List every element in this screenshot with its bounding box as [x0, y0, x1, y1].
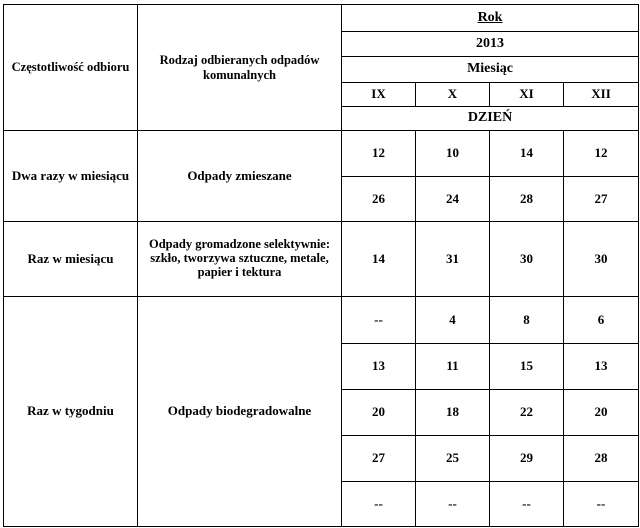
- day-cell: 28: [564, 436, 639, 482]
- day-cell: 25: [416, 436, 490, 482]
- waste-type-cell: Odpady zmieszane: [138, 131, 342, 222]
- waste-type-cell: Odpady gromadzone selektywnie: szkło, tworzywa sztuczne, metale, papier i tektura: [138, 222, 342, 297]
- day-cell: 12: [564, 131, 639, 177]
- day-cell: 13: [342, 344, 416, 390]
- day-cell: 24: [416, 177, 490, 222]
- day-cell: 28: [490, 177, 564, 222]
- frequency-column-header: Częstotliwość odbioru: [4, 5, 138, 131]
- month-header: IX: [342, 83, 416, 107]
- frequency-cell: Raz w miesiącu: [4, 222, 138, 297]
- day-header: DZIEŃ: [342, 107, 639, 131]
- frequency-cell: Dwa razy w miesiącu: [4, 131, 138, 222]
- day-cell: 20: [564, 390, 639, 436]
- rok-header: Rok: [342, 5, 639, 32]
- day-cell: 18: [416, 390, 490, 436]
- table-row: [4, 222, 639, 297]
- day-cell: 29: [490, 436, 564, 482]
- day-cell: 11: [416, 344, 490, 390]
- day-cell: 30: [564, 222, 639, 297]
- waste-collection-schedule-table: [3, 4, 639, 527]
- day-cell: 12: [342, 131, 416, 177]
- day-cell: 30: [490, 222, 564, 297]
- day-cell: 14: [342, 222, 416, 297]
- day-cell: 8: [490, 297, 564, 344]
- year-header: 2013: [342, 32, 639, 57]
- waste-type-cell: Odpady biodegradowalne: [138, 297, 342, 527]
- day-cell: 27: [342, 436, 416, 482]
- day-cell: 27: [564, 177, 639, 222]
- day-cell: 22: [490, 390, 564, 436]
- day-cell: 26: [342, 177, 416, 222]
- month-label-header: Miesiąc: [342, 57, 639, 83]
- day-cell: --: [416, 482, 490, 527]
- frequency-cell: Raz w tygodniu: [4, 297, 138, 527]
- month-header: X: [416, 83, 490, 107]
- day-cell: 4: [416, 297, 490, 344]
- table-row: [4, 131, 639, 177]
- month-header: XI: [490, 83, 564, 107]
- day-cell: 31: [416, 222, 490, 297]
- table-row: [4, 297, 639, 344]
- header-row-rok: [4, 5, 639, 32]
- day-cell: --: [342, 297, 416, 344]
- day-cell: 20: [342, 390, 416, 436]
- day-cell: 10: [416, 131, 490, 177]
- month-header: XII: [564, 83, 639, 107]
- day-cell: --: [564, 482, 639, 527]
- day-cell: --: [490, 482, 564, 527]
- waste-type-column-header: Rodzaj odbieranych odpadów komunalnych: [138, 5, 342, 131]
- day-cell: 14: [490, 131, 564, 177]
- day-cell: 15: [490, 344, 564, 390]
- day-cell: 13: [564, 344, 639, 390]
- day-cell: --: [342, 482, 416, 527]
- day-cell: 6: [564, 297, 639, 344]
